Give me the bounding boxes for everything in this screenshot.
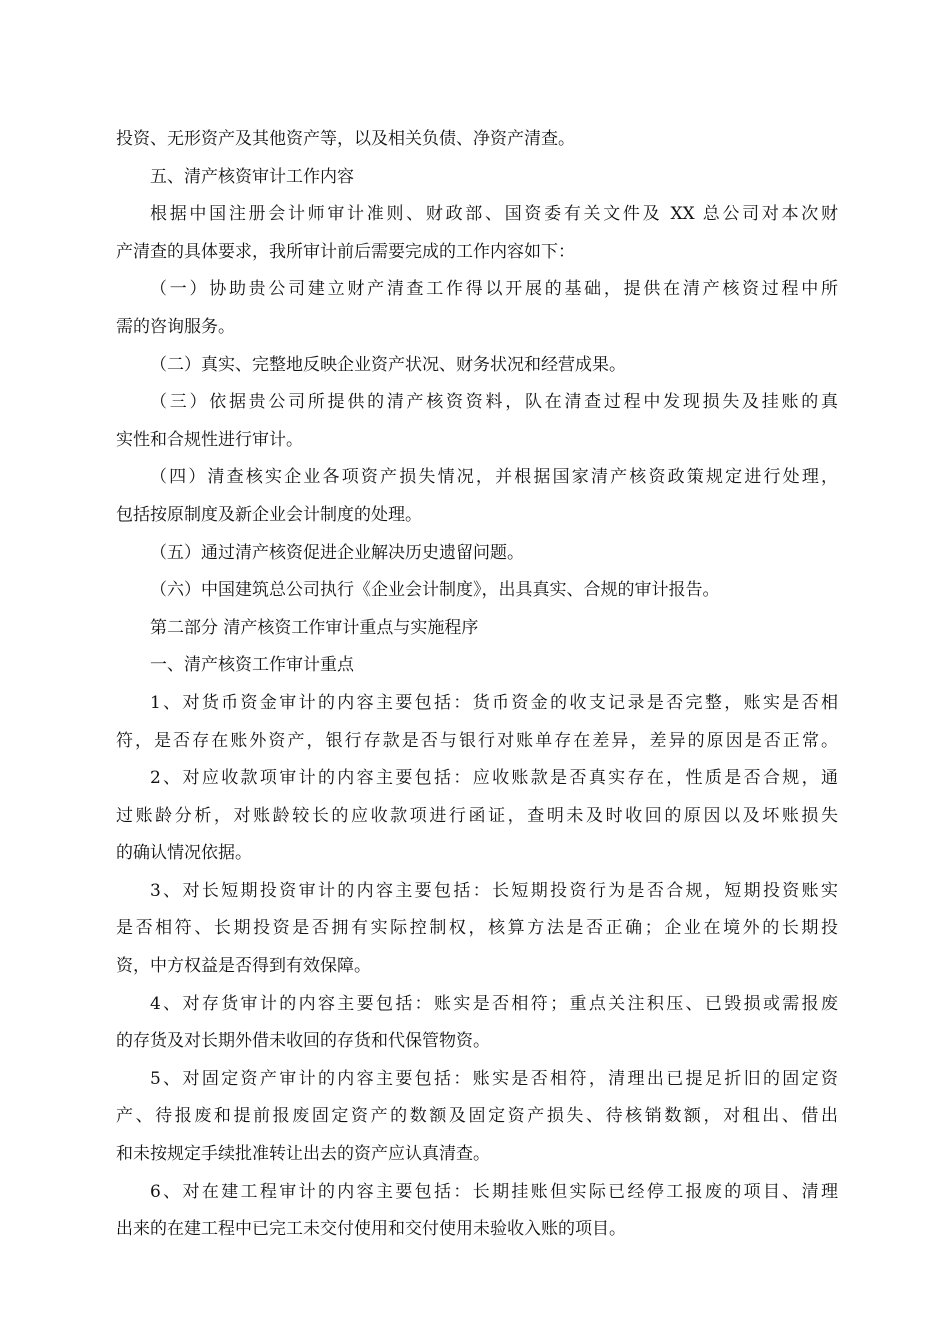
text-line: 2、对应收款项审计的内容主要包括：应收账款是否真实存在，性质是否合规，通	[150, 768, 838, 789]
text-line: 5、对固定资产审计的内容主要包括：账实是否相符，清理出已提足折旧的固定资	[150, 1068, 838, 1089]
text-line: 实性和合规性进行审计。	[116, 429, 303, 450]
text-line: （二）真实、完整地反映企业资产状况、财务状况和经营成果。	[150, 354, 626, 375]
text-line: 和未按规定手续批准转让出去的资产应认真清查。	[116, 1144, 490, 1165]
text-line: 包括按原制度及新企业会计制度的处理。	[116, 504, 422, 525]
text-line: 4、对存货审计的内容主要包括：账实是否相符；重点关注积压、已毁损或需报废	[150, 993, 838, 1014]
text-line: （一）协助贵公司建立财产清查工作得以开展的基础，提供在清产核资过程中所	[150, 279, 838, 300]
text-line: 过账龄分析，对账龄较长的应收款项进行函证，查明未及时收回的原因以及坏账损失	[116, 805, 838, 826]
text-line: 是否相符、长期投资是否拥有实际控制权，核算方法是否正确；企业在境外的长期投	[116, 918, 838, 939]
text-line: 第二部分 清产核资工作审计重点与实施程序	[150, 617, 479, 638]
text-line: （三）依据贵公司所提供的清产核资资料，队在清查过程中发现损失及挂账的真	[150, 392, 838, 413]
text-line: 符，是否存在账外资产，银行存款是否与银行对账单存在差异，差异的原因是否正常。	[116, 730, 838, 751]
text-line: 一、清产核资工作审计重点	[150, 655, 354, 676]
text-line: 需的咨询服务。	[116, 316, 235, 337]
text-line: （五）通过清产核资促进企业解决历史遗留问题。	[150, 542, 524, 563]
text-line: 五、清产核资审计工作内容	[150, 166, 354, 187]
text-line: 根据中国注册会计师审计准则、财政部、国资委有关文件及 XX 总公司对本次财	[150, 204, 838, 225]
text-line: 3、对长短期投资审计的内容主要包括：长短期投资行为是否合规，短期投资账实	[150, 880, 838, 901]
text-line: 资，中方权益是否得到有效保障。	[116, 956, 371, 977]
text-line: 产清查的具体要求，我所审计前后需要完成的工作内容如下：	[116, 241, 575, 262]
document-body	[116, 121, 838, 1249]
text-line: 6、对在建工程审计的内容主要包括：长期挂账但实际已经停工报废的项目、清理	[150, 1181, 838, 1202]
text-line: 投资、无形资产及其他资产等，以及相关负债、净资产清查。	[116, 129, 575, 149]
text-line: 的存货及对长期外借未收回的存货和代保管物资。	[116, 1031, 490, 1052]
text-line: 产、待报废和提前报废固定资产的数额及固定资产损失、待核销数额，对租出、借出	[116, 1106, 838, 1127]
text-line: （四）清查核实企业各项资产损失情况，并根据国家清产核资政策规定进行处理，	[150, 467, 838, 488]
text-line: （六）中国建筑总公司执行《企业会计制度》，出具真实、合规的审计报告。	[150, 580, 720, 601]
text-line: 的确认情况依据。	[116, 843, 252, 864]
text-line: 1、对货币资金审计的内容主要包括：货币资金的收支记录是否完整，账实是否相	[150, 692, 838, 713]
text-line: 出来的在建工程中已完工未交付使用和交付使用未验收入账的项目。	[116, 1219, 626, 1240]
